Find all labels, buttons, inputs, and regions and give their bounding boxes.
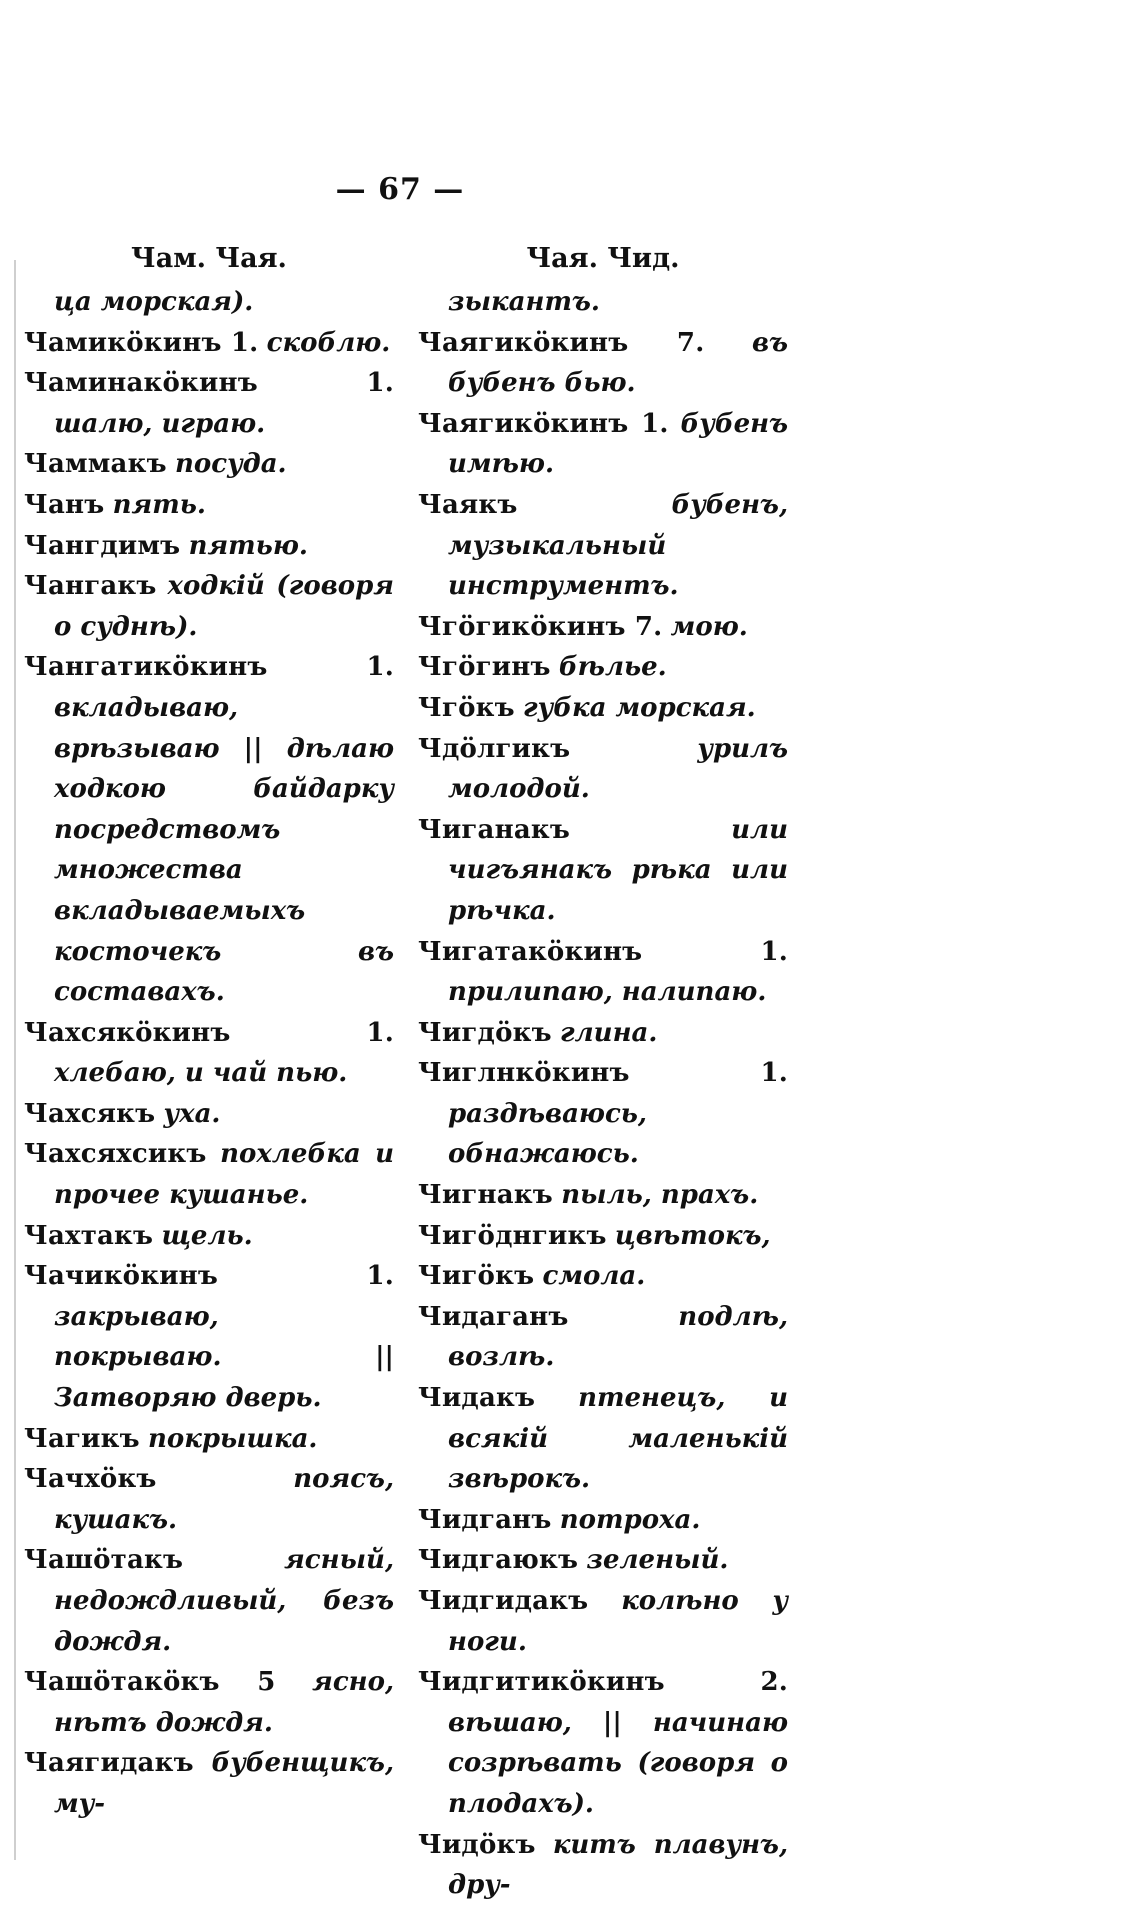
- dictionary-entry: [418, 404, 788, 485]
- entry-definition: бѣлье.: [558, 652, 667, 683]
- entry-definition: бубенщикъ, му-: [54, 1748, 394, 1819]
- entry-definition: зеленый.: [586, 1545, 729, 1576]
- dictionary-entry: [418, 1662, 788, 1824]
- entry-definition: губка морская.: [523, 692, 756, 723]
- entry-definition: смола.: [542, 1261, 646, 1292]
- entry-headword: Чиганакъ: [418, 814, 571, 845]
- entry-headword: Чаминакӧкинъ 1.: [24, 368, 394, 399]
- entry-headword: Чигӧкъ: [418, 1261, 535, 1292]
- dictionary-entry: [24, 1216, 394, 1257]
- entry-headword: Чачикӧкинъ 1.: [24, 1261, 394, 1292]
- entry-definition: скоблю.: [266, 327, 391, 358]
- entry-definition: глина.: [560, 1017, 658, 1048]
- entry-headword: Чашӧтакӧкъ 5: [24, 1667, 276, 1698]
- entry-definition: уха.: [163, 1098, 221, 1129]
- entry-headword: Чидакъ: [418, 1383, 536, 1414]
- dictionary-entry: [24, 485, 394, 526]
- entry-headword: Чидаганъ: [418, 1301, 569, 1332]
- entry-definition: щель.: [161, 1220, 253, 1251]
- entry-definition: ходкій (говоря о суднѣ).: [54, 571, 394, 642]
- entry-definition: потроха.: [559, 1504, 701, 1535]
- entry-definition: вѣшаю, || начинаю созрѣвать (говоря о плодахъ).: [448, 1707, 788, 1819]
- dictionary-entry: [418, 1175, 788, 1216]
- dictionary-entry: [24, 647, 394, 1012]
- entry-headword: Чанъ: [24, 489, 105, 520]
- page-number: — 67 —: [335, 172, 465, 207]
- entry-headword: Чиглнкӧкинъ 1.: [418, 1058, 788, 1089]
- entry-definition: хлебаю, и чай пью.: [54, 1058, 348, 1089]
- entry-headword: Чгӧкъ: [418, 692, 515, 723]
- entry-definition: покрышка.: [148, 1423, 318, 1454]
- entry-definition: зыкантъ.: [448, 287, 600, 317]
- dictionary-entry: [24, 282, 394, 323]
- entry-definition: ца морская).: [54, 287, 254, 317]
- entry-definition: пятью.: [188, 530, 308, 561]
- entry-headword: Чгӧгикӧкинъ 7.: [418, 611, 663, 642]
- entry-definition: китъ плавунъ, дру-: [448, 1829, 789, 1901]
- entry-headword: Чаягикӧкинъ 7.: [418, 327, 705, 358]
- dictionary-entry: [418, 485, 788, 607]
- entry-headword: Чаммакъ: [24, 449, 167, 480]
- entry-headword: Чахсякъ: [24, 1098, 156, 1129]
- entry-headword: Чидганъ: [418, 1504, 552, 1535]
- dictionary-entry: [418, 1540, 788, 1581]
- entry-headword: Чангдимъ: [24, 530, 181, 561]
- entry-headword: Чигнакъ: [418, 1180, 553, 1211]
- dictionary-entry: [418, 1256, 788, 1297]
- entry-definition: похлебка и прочее кушанье.: [54, 1139, 394, 1211]
- entry-headword: Чаягикӧкинъ 1.: [418, 408, 669, 439]
- dictionary-entry: [24, 1662, 394, 1743]
- dictionary-entry: [418, 1378, 788, 1500]
- entry-definition: посуда.: [175, 449, 287, 480]
- dictionary-entry: [418, 607, 788, 648]
- entry-definition: или чигъянакъ рѣка или рѣчка.: [448, 814, 788, 926]
- entry-headword: Чидӧкъ: [418, 1829, 536, 1860]
- dictionary-entry: [24, 363, 394, 444]
- dictionary-entry: [418, 323, 788, 404]
- entry-definition: раздѣваюсь, обнажаюсь.: [448, 1098, 647, 1170]
- entry-headword: Чигдӧкъ: [418, 1017, 552, 1048]
- dictionary-entry: [418, 688, 788, 729]
- entry-definition: закрываю, покрываю. || Затворяю дверь.: [54, 1301, 394, 1414]
- dictionary-entry: [24, 1459, 394, 1540]
- entry-headword: Чачхӧкъ: [24, 1464, 157, 1495]
- entry-headword: Чангакъ: [24, 571, 157, 602]
- entry-headword: Чангатикӧкинъ 1.: [24, 652, 394, 683]
- entry-headword: Чигӧднгикъ: [418, 1220, 607, 1251]
- entry-definition: цвѣтокъ,: [614, 1220, 771, 1251]
- entry-definition: поясъ, кушакъ.: [54, 1464, 394, 1535]
- right-entry-list: [418, 282, 788, 1906]
- entry-headword: Чахтакъ: [24, 1220, 154, 1251]
- dictionary-entry: [24, 1094, 394, 1135]
- dictionary-entry: [24, 1419, 394, 1460]
- entry-definition: бубенъ, музыкальный инструментъ.: [448, 489, 788, 602]
- dictionary-entry: [418, 282, 788, 323]
- dictionary-entry: [418, 1500, 788, 1541]
- entry-headword: Чахсякӧкинъ 1.: [24, 1017, 394, 1048]
- entry-headword: Чидгаюкъ: [418, 1545, 579, 1576]
- entry-headword: Чдӧлгикъ: [418, 733, 571, 764]
- entry-headword: Чашӧтакъ: [24, 1545, 184, 1576]
- entry-definition: ясный, недождливый, безъ дождя.: [54, 1545, 394, 1657]
- dictionary-entry: [24, 1134, 394, 1215]
- dictionary-entry: [24, 323, 394, 364]
- dictionary-entry: [418, 1216, 788, 1257]
- right-column: [418, 240, 788, 1906]
- entry-headword: Чигатакӧкинъ 1.: [418, 936, 788, 967]
- entry-definition: пять.: [112, 489, 206, 520]
- entry-definition: бубенъ имѣю.: [448, 408, 788, 480]
- entry-definition: вкладываю, врѣзываю || дѣлаю ходкою байдарку посредствомъ множества вкладываемыхъ косточекъ въ составахъ.: [54, 692, 394, 1008]
- dictionary-entry: [418, 932, 788, 1013]
- entry-headword: Чгӧгинъ: [418, 652, 551, 683]
- entry-headword: Чамикӧкинъ 1.: [24, 327, 259, 358]
- entry-headword: Чаякъ: [418, 489, 518, 520]
- left-running-head: Чам. Чая.: [131, 243, 287, 274]
- dictionary-entry: [418, 647, 788, 688]
- entry-definition: колѣно у ноги.: [448, 1586, 788, 1657]
- page-edge-line: [14, 260, 16, 1860]
- entry-definition: ясно, нѣтъ дождя.: [54, 1667, 394, 1738]
- right-running-head: Чая. Чид.: [526, 243, 680, 274]
- entry-definition: пыль, прахъ.: [561, 1180, 759, 1211]
- dictionary-entry: [418, 729, 788, 810]
- dictionary-entry: [418, 1581, 788, 1662]
- entry-definition: въ бубенъ бью.: [448, 327, 788, 399]
- dictionary-entry: [24, 1013, 394, 1094]
- entry-definition: прилипаю, налипаю.: [448, 977, 767, 1008]
- dictionary-entry: [418, 1053, 788, 1175]
- dictionary-entry: [418, 1297, 788, 1378]
- entry-definition: мою.: [670, 611, 748, 642]
- entry-definition: урилъ молодой.: [448, 733, 788, 805]
- entry-definition: шалю, играю.: [54, 408, 266, 439]
- entry-headword: Чидгитикӧкинъ 2.: [418, 1667, 788, 1698]
- entry-headword: Чаягидакъ: [24, 1748, 194, 1779]
- entry-headword: Чахсяхсикъ: [24, 1139, 207, 1170]
- left-entry-list: [24, 282, 394, 1825]
- left-column: [24, 240, 394, 1825]
- dictionary-entry: [24, 1256, 394, 1418]
- entry-headword: Чагикъ: [24, 1423, 140, 1454]
- dictionary-entry: [24, 1540, 394, 1662]
- entry-definition: подлѣ, возлѣ.: [448, 1301, 788, 1373]
- dictionary-entry: [24, 526, 394, 567]
- dictionary-entry: [24, 444, 394, 485]
- entry-definition: птенецъ, и всякій маленькій звѣрокъ.: [448, 1383, 789, 1495]
- dictionary-entry: [418, 810, 788, 932]
- entry-headword: Чидгидакъ: [418, 1586, 589, 1616]
- dictionary-entry: [24, 566, 394, 647]
- dictionary-entry: [418, 1825, 788, 1906]
- dictionary-entry: [24, 1743, 394, 1824]
- dictionary-entry: [418, 1013, 788, 1054]
